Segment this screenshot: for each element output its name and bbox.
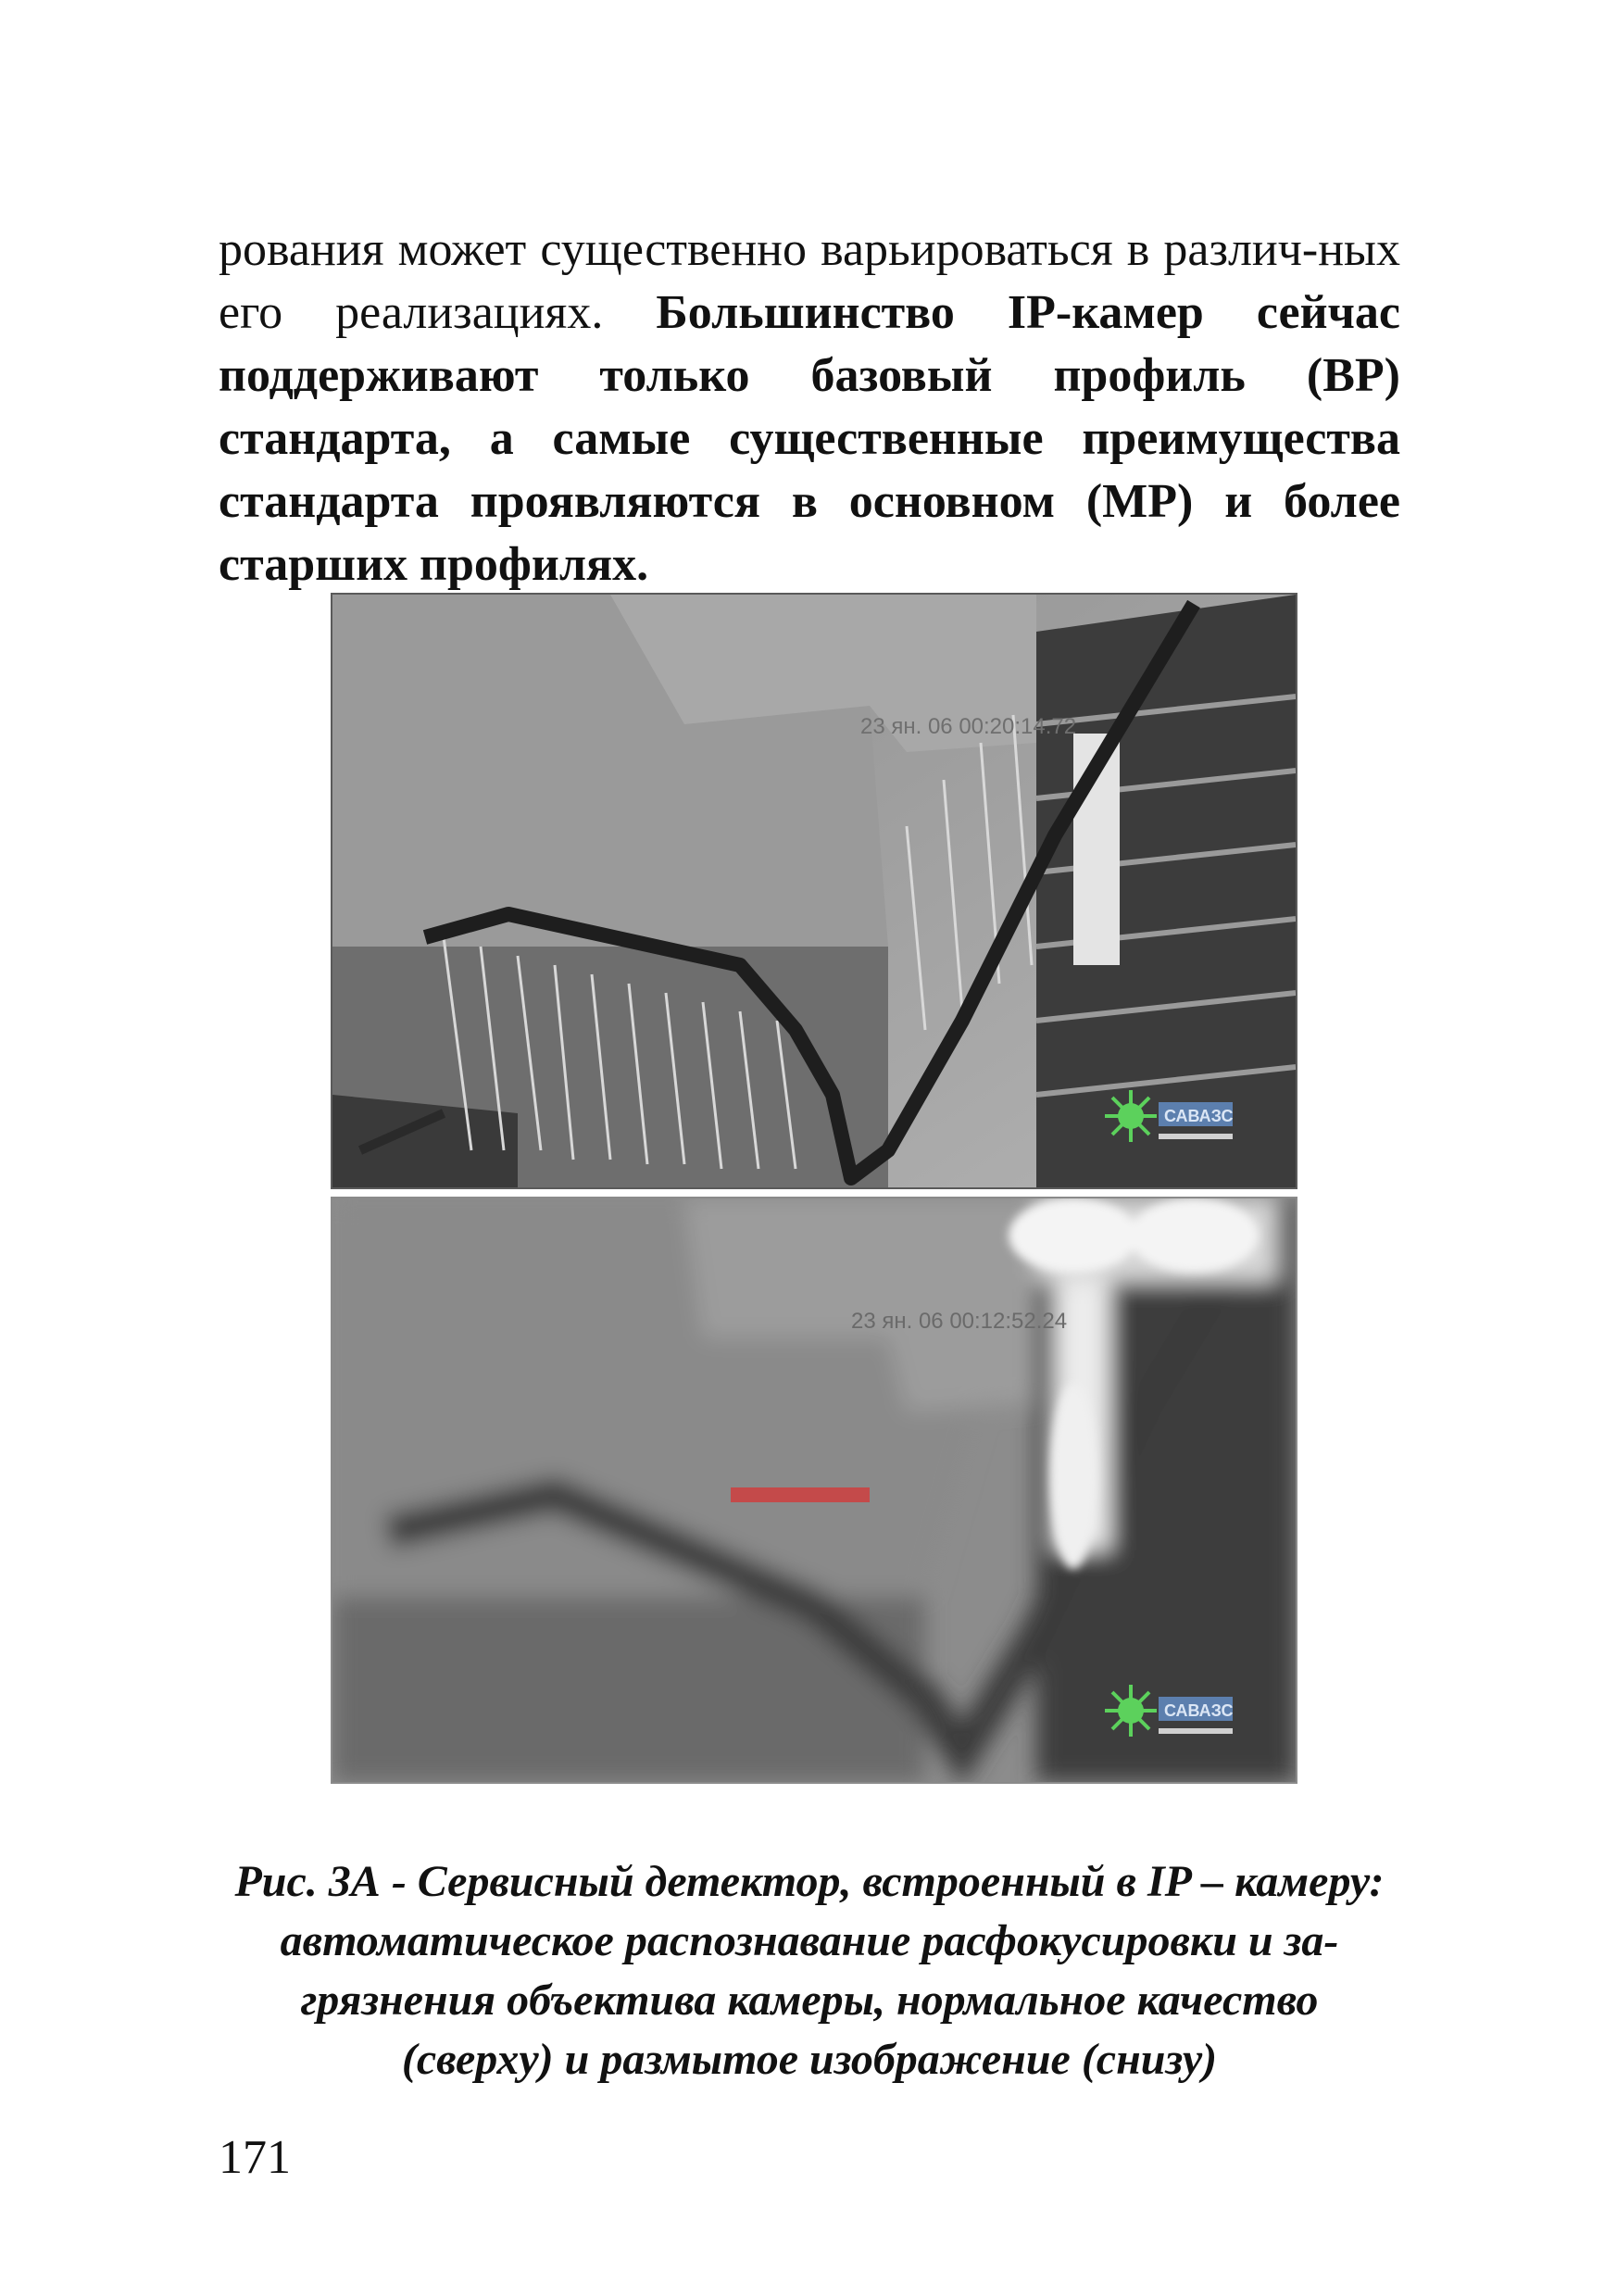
camera-frame-blurred [331, 1197, 1297, 1784]
staircase-sharp-image [332, 595, 1296, 1187]
bottom-logo-text: САВАЗС [1164, 1701, 1234, 1720]
body-normal-text: рования может существенно варьироваться в различ-ных его реализациях. [219, 223, 1400, 339]
bottom-timestamp: 23 ян. 06 00:12:52.24 [851, 1309, 1068, 1334]
camera-frame-sharp [331, 593, 1297, 1189]
top-logo-text: САВАЗС [1164, 1107, 1234, 1125]
page-number: 171 [219, 2131, 291, 2184]
defocus-alert-label [731, 1487, 870, 1502]
figure-caption [219, 1852, 1400, 2089]
caption-line-3: грязнения объектива камеры, нормальное качество [300, 1976, 1319, 2025]
body-bold-text: Большинство IP-камер сейчас поддерживают только базовый профиль (BP) стандарта, а самые существенные преимущества стандарта проявляются в основном (MP) и более старших профилях. [219, 286, 1401, 591]
staircase-blurred-image [332, 1198, 1296, 1782]
top-timestamp: 23 ян. 06 00:20:14.72 [860, 714, 1077, 739]
body-paragraph [219, 219, 1400, 596]
caption-line-2: автоматическое распознавание расфокусировки и за- [280, 1916, 1339, 1965]
caption-line-4: (сверху) и размытое изображение (снизу) [401, 2035, 1218, 2084]
caption-line-1: Рис. 3А - Сервисный детектор, встроенный в IP – камеру: [234, 1857, 1385, 1906]
